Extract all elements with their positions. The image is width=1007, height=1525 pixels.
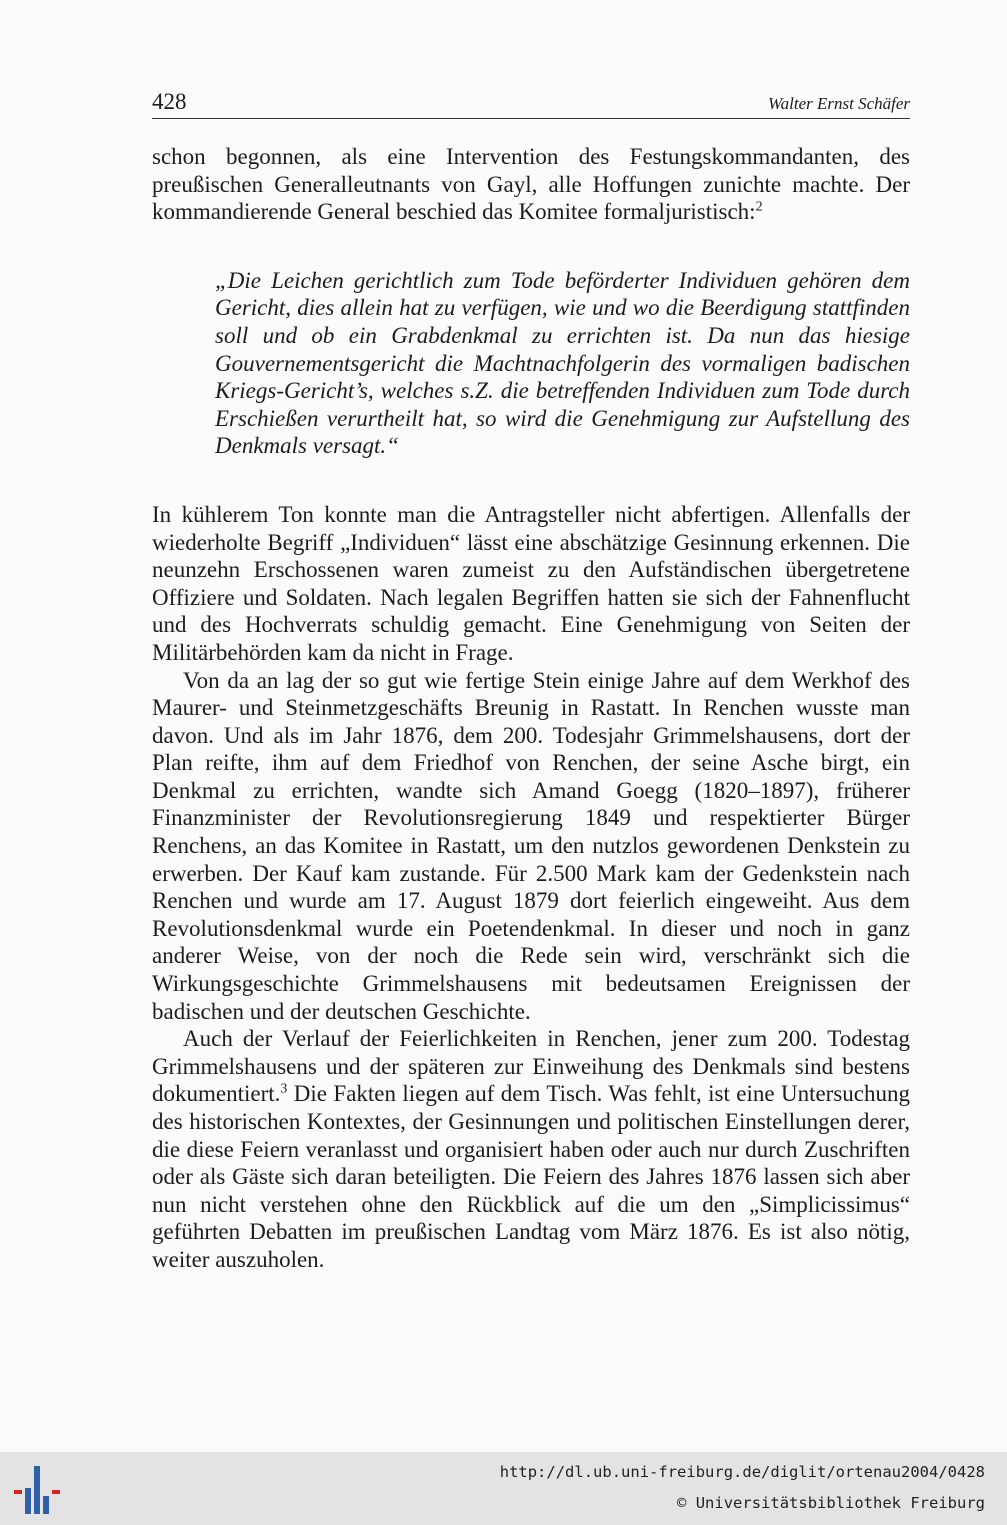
paragraph-3: Von da an lag der so gut wie fertige Stein einige Jahre auf dem Werkhof des Maurer- und Steinmetzgeschäfts Breunig in Rastatt. In Renchen wusste man davon. Und als im Jahr 1876, dem 200. Todesjahr Grimmelshausens, dort der Plan reifte, ihm auf dem Friedhof von Renchen, der seine Asche birgt, ein Denkmal zu errichten, wandte sich Amand Goegg (1820–1897), früherer Finanzminister der Revolutionsregierung 1849 und respektierter Bürger Renchens, an das Komitee in Rastatt, um den nutzlos gewordenen Denkstein zu erwerben. Der Kauf kam zustande. Für 2.500 Mark kam der Gedenkstein nach Renchen und wurde am 17. August 1879 dort feierlich eingeweiht. Aus dem Revolutionsdenkmal wurde ein Poetendenkmal. In dieser und noch in ganz anderer Weise, von der noch die Rede sein wird, verschränkt sich die Wirkungsgeschichte Grimmelshausens mit bedeutsamen Ereignissen der badischen und der deutschen Geschichte. bbox=[152, 667, 910, 1024]
page-header bbox=[152, 88, 910, 119]
paragraph-4-text-a: Auch der Verlauf der Feierlichkeiten in Renchen, jener zum 200. Todestag Grimmelshausens und der späteren zur Einweihung des Denkmals sind bestens dokumentiert. bbox=[152, 1026, 910, 1107]
running-head: Walter Ernst Schäfer bbox=[768, 94, 910, 113]
footnote-ref-3: 3 bbox=[280, 1081, 288, 1097]
footer-url-link[interactable]: http://dl.ub.uni-freiburg.de/diglit/ortenau2004/0428 bbox=[499, 1463, 985, 1481]
paragraph-4-text-b: Die Fakten liegen auf dem Tisch. Was fehlt, ist eine Untersuchung des historischen Kontextes, der Gesinnungen und politischen Einstellungen derer, die diese Feiern veranlasst und organisiert haben oder auch nur durch Zuschriften oder als Gäste sich daran beteiligten. Die Feiern des Jahres 1876 lassen sich aber nun nicht verstehen ohne den Rückblick auf die um den „Simplicissimus“ geführten Debatten im preußischen Landtag vom März 1876. Es ist also nötig, weiter auszuholen. bbox=[152, 1081, 910, 1272]
paragraph-2: In kühlerem Ton konnte man die Antragsteller nicht abfertigen. Allenfalls der wiederholte Begriff „Individuen“ lässt eine abschätzige Gesinnung erkennen. Die neunzehn Erschossenen waren zumeist zu den Aufständischen übergetretene Offiziere und Soldaten. Nach legalen Begriffen hatten sie sich der Fahnenflucht und des Hochverrats schuldig gemacht. Eine Genehmigung von Seiten der Militärbehörden kam da nicht in Frage. bbox=[152, 501, 910, 665]
paragraph-1 bbox=[152, 143, 910, 226]
page-number: 428 bbox=[152, 89, 187, 114]
footnote-ref-2: 2 bbox=[755, 199, 763, 215]
footer-copyright: © Universitätsbibliothek Freiburg bbox=[677, 1494, 985, 1512]
ub-freiburg-logo-icon bbox=[14, 1466, 64, 1514]
block-quote: „Die Leichen gerichtlich zum Tode beförderter Individuen gehören dem Gericht, dies allein hat zu verfügen, wie und wo die Beerdigung stattfinden soll und ob ein Grabdenkmal zu errichten ist. Da nun das hiesige Gouvernementsgericht die Machtnachfolgerin des vormaligen badischen Kriegs-Gericht’s, welches s.Z. die betreffenden Individuen zum Tode durch Erschießen verurtheilt hat, so wird die Genehmigung zur Aufstellung des Denkmals versagt.“ bbox=[215, 267, 910, 459]
paragraph-4 bbox=[152, 1025, 910, 1273]
footer-bar bbox=[0, 1452, 1007, 1525]
paragraph-1-text: schon begonnen, als eine Intervention des Festungskommandanten, des preußischen Generalleutnants von Gayl, alle Hoffungen zunichte machte. Der kommandierende General beschied das Komitee formaljuristisch: bbox=[152, 144, 910, 225]
body-text bbox=[152, 143, 910, 1274]
